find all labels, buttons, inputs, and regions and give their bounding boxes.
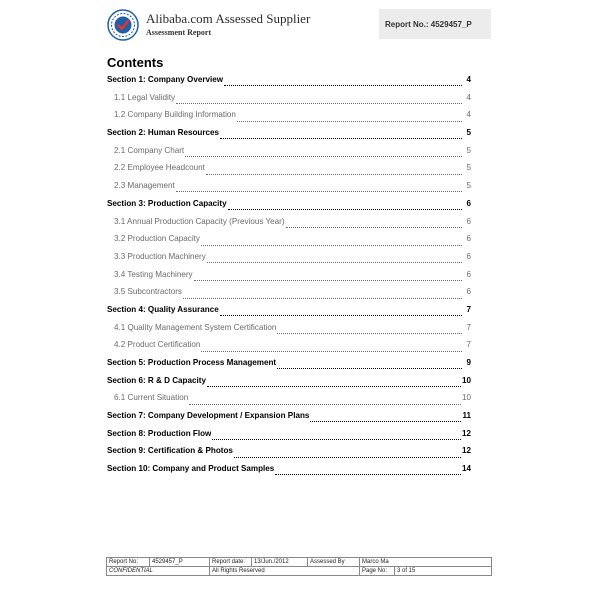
toc-dot-leader <box>234 457 461 458</box>
toc-entry-title: Section 4: Quality Assurance <box>107 304 219 314</box>
toc-entry-page: 7 <box>466 304 471 314</box>
toc-entry-title: 3.3 Production Machinery <box>114 251 206 261</box>
toc-entry-title: Section 1: Company Overview <box>107 75 224 84</box>
toc-dot-leader <box>201 245 462 246</box>
toc-subsection-link[interactable] <box>107 393 471 411</box>
toc-entry-title: Section 9: Certification & Photos <box>107 446 233 456</box>
toc-entry-title: 1.2 Company Building Information <box>114 110 236 120</box>
toc-entry-page: 4 <box>466 92 471 102</box>
toc-dot-leader <box>194 280 462 281</box>
footer-page-no-value: 3 of 15 <box>395 567 492 576</box>
toc-entry-page: 6 <box>466 198 471 208</box>
toc-section-link[interactable] <box>107 429 471 447</box>
toc-entry-title: 2.1 Company Chart <box>114 145 185 155</box>
toc-subsection-link[interactable] <box>107 181 471 199</box>
toc-entry-page: 11 <box>462 411 471 421</box>
toc-subsection-link[interactable] <box>107 323 471 341</box>
toc-entry-page: 5 <box>466 128 471 138</box>
table-of-contents <box>107 75 471 482</box>
footer-row-meta <box>107 558 492 567</box>
brand-title: Alibaba.com Assessed Supplier <box>146 11 311 26</box>
toc-section-link[interactable] <box>107 446 471 464</box>
toc-entry-page: 6 <box>466 216 471 226</box>
toc-entry-page: 14 <box>461 464 471 474</box>
toc-entry-page: 6 <box>466 234 471 244</box>
toc-dot-leader <box>310 421 461 422</box>
footer-report-date-label: Report date: <box>210 558 252 567</box>
toc-entry-title: 3.2 Production Capacity <box>114 234 200 244</box>
toc-entry-page: 5 <box>466 181 471 191</box>
footer-assessed-by-value: Marco Ma <box>360 558 492 567</box>
toc-dot-leader <box>206 174 462 175</box>
toc-section-link[interactable] <box>107 128 471 146</box>
toc-section-link[interactable] <box>107 199 471 217</box>
toc-dot-leader <box>185 156 462 157</box>
toc-entry-title: Section 6: R & D Capacity <box>107 375 206 385</box>
toc-entry-title: Section 8: Production Flow <box>107 428 212 438</box>
toc-dot-leader <box>277 333 462 334</box>
toc-subsection-link[interactable] <box>107 270 471 288</box>
footer-rights: All Rights Reserved <box>210 567 360 576</box>
toc-entry-page: 9 <box>466 358 471 367</box>
toc-dot-leader <box>220 138 462 139</box>
toc-dot-leader <box>183 298 462 299</box>
toc-entry-page: 5 <box>466 145 471 155</box>
footer-assessed-by-label: Assessed By <box>308 558 360 567</box>
toc-entry-page: 12 <box>461 428 471 438</box>
toc-dot-leader <box>286 227 462 228</box>
toc-entry-page: 4 <box>466 75 471 84</box>
footer-confidential: CONFIDENTIAL <box>107 567 210 576</box>
footer-page-no-label: Page No: <box>360 567 395 576</box>
toc-entry-page: 10 <box>461 393 471 403</box>
footer-table <box>106 557 492 576</box>
toc-entry-page: 6 <box>466 287 471 297</box>
toc-entry-page: 12 <box>461 446 471 456</box>
toc-entry-page: 7 <box>466 322 471 332</box>
toc-subsection-link[interactable] <box>107 146 471 164</box>
toc-entry-title: Section 3: Production Capacity <box>107 198 227 208</box>
toc-entry-page: 5 <box>466 163 471 173</box>
toc-section-link[interactable] <box>107 75 471 93</box>
toc-subsection-link[interactable] <box>107 234 471 252</box>
toc-entry-page: 7 <box>466 340 471 350</box>
toc-entry-title: Section 7: Company Development / Expansion Plans <box>107 411 310 421</box>
toc-subsection-link[interactable] <box>107 163 471 181</box>
toc-entry-title: 3.5 Subcontractors <box>114 287 182 297</box>
toc-subsection-link[interactable] <box>107 340 471 358</box>
footer-row-rights <box>107 567 492 576</box>
report-number-box: Report No.: 4529457_P <box>379 9 491 39</box>
toc-section-link[interactable] <box>107 305 471 323</box>
toc-subsection-link[interactable] <box>107 287 471 305</box>
toc-dot-leader <box>201 351 462 352</box>
toc-dot-leader <box>224 85 462 86</box>
toc-dot-leader <box>207 386 461 387</box>
toc-dot-leader <box>176 103 462 104</box>
toc-entry-title: 3.4 Testing Machinery <box>114 269 193 279</box>
toc-entry-title: Section 10: Company and Product Samples <box>107 464 275 474</box>
toc-section-link[interactable] <box>107 358 471 376</box>
toc-dot-leader <box>277 368 462 369</box>
toc-entry-page: 10 <box>461 375 471 385</box>
toc-dot-leader <box>212 439 461 440</box>
toc-entry-title: 1.1 Legal Validity <box>114 92 176 102</box>
toc-subsection-link[interactable] <box>107 110 471 128</box>
toc-entry-title: 4.1 Quality Management System Certification <box>114 322 277 332</box>
toc-subsection-link[interactable] <box>107 93 471 111</box>
toc-dot-leader <box>237 121 462 122</box>
toc-dot-leader <box>275 474 461 475</box>
toc-entry-title: 4.2 Product Certification <box>114 340 201 350</box>
toc-entry-title: 6.1 Current Situation <box>114 393 189 403</box>
toc-dot-leader <box>228 209 462 210</box>
toc-entry-title: 2.2 Employee Headcount <box>114 163 205 173</box>
toc-entry-page: 6 <box>466 269 471 279</box>
contents-heading: Contents <box>107 55 164 70</box>
toc-entry-title: 2.3 Management <box>114 181 175 191</box>
toc-entry-title: Section 2: Human Resources <box>107 128 219 138</box>
brand-subtitle: Assessment Report <box>146 28 212 37</box>
footer-report-no-label: Report No: <box>107 558 150 567</box>
footer-report-date-value: 13/Jun./2012 <box>252 558 308 567</box>
brand-block <box>146 12 310 37</box>
toc-dot-leader <box>176 191 462 192</box>
toc-entry-page: 4 <box>466 110 471 120</box>
toc-section-link[interactable] <box>107 464 471 482</box>
toc-subsection-link[interactable] <box>107 217 471 235</box>
toc-section-link[interactable] <box>107 411 471 429</box>
toc-subsection-link[interactable] <box>107 252 471 270</box>
toc-dot-leader <box>220 315 462 316</box>
toc-dot-leader <box>207 262 462 263</box>
toc-section-link[interactable] <box>107 376 471 394</box>
toc-dot-leader <box>189 404 461 405</box>
toc-entry-page: 6 <box>466 251 471 261</box>
footer-report-no-value: 4529457_P <box>150 558 210 567</box>
alibaba-seal-icon <box>107 9 139 41</box>
toc-entry-title: 3.1 Annual Production Capacity (Previous Year) <box>114 216 285 226</box>
toc-entry-title: Section 5: Production Process Management <box>107 358 277 367</box>
